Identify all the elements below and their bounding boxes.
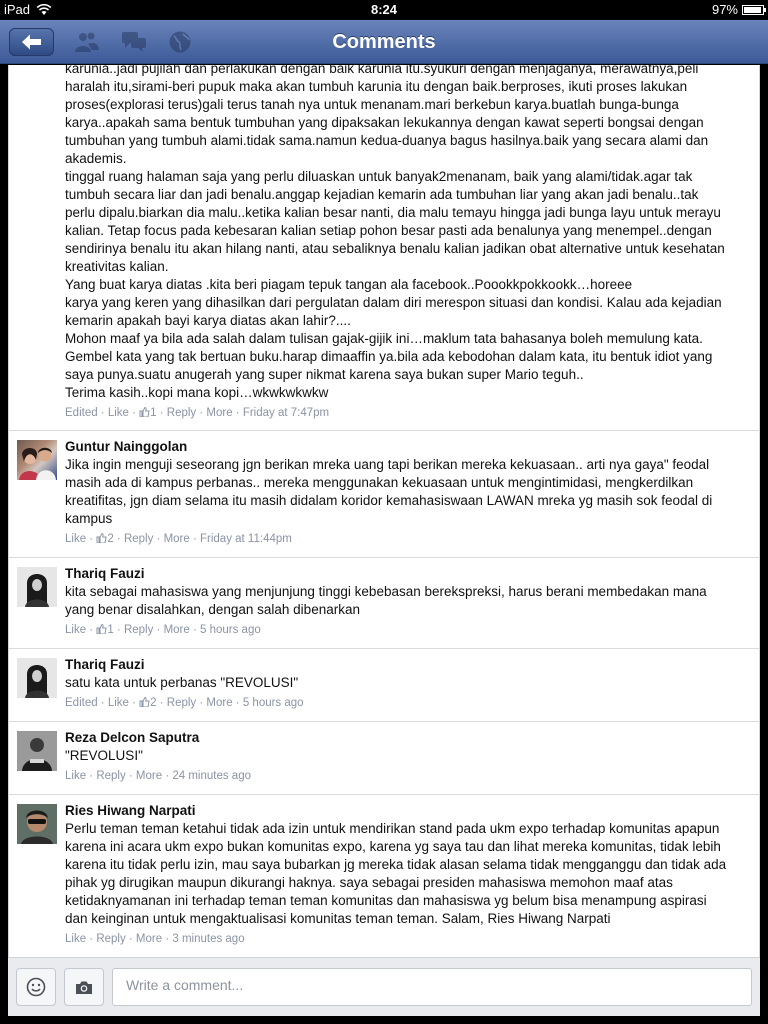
- comment-body: [65, 438, 753, 547]
- comment-edited[interactable]: Edited ·: [65, 697, 108, 709]
- like-count-icon: [139, 697, 150, 707]
- comment-item: [9, 65, 760, 431]
- comment-text: "REVOLUSI": [65, 748, 143, 763]
- comment-meta: [65, 695, 753, 711]
- avatar[interactable]: [17, 731, 57, 771]
- comment-input[interactable]: Write a comment...: [112, 968, 752, 1006]
- comment-body: [65, 565, 753, 638]
- comment-item: [9, 795, 760, 957]
- avatar[interactable]: [17, 440, 57, 480]
- avatar-photo: [17, 440, 57, 480]
- like-count-icon: [96, 533, 107, 543]
- comment-actions[interactable]: Like ·: [65, 624, 97, 636]
- comment-tail[interactable]: · Reply · More ·: [156, 407, 243, 419]
- emoji-icon: [26, 977, 46, 997]
- like-count-icon: [96, 624, 107, 634]
- comment-actions[interactable]: Like · Reply · More ·: [65, 933, 173, 945]
- comment-time[interactable]: 5 hours ago: [242, 697, 304, 709]
- comment-actions[interactable]: Like ·: [107, 407, 140, 419]
- comment-actions[interactable]: Like · Reply · More ·: [65, 770, 173, 782]
- comment-like-count: 2: [107, 533, 114, 545]
- comment-time[interactable]: 3 minutes ago: [172, 933, 245, 945]
- screen-bottom-edge: [0, 1016, 768, 1024]
- comment-text: Perlu teman teman ketahui tidak ada izin untuk mendirikan stand pada ukm expo terhadap komunitas apapun karena ini acara ukm expo bukan komunitas expo, karena yg saya tau dan lihat mereka komunitas, tidak lebih karena itu tidak perlu izin, mau saya bubarkan jg mereka tidak alasan selama tidak mengganggu dan tidak ada pihak yg dirugikan maupun dikurangi haknya. saya sebagai presiden mahasiswa memohon maaf atas ketidaknyamanan ini terhadap teman teman komunitas dan mahasiswa yg belum bisa menampung aspirasi dan keinginan untuk mengaktualisasi komunitas teman teman. Salam, Ries Hiwang Narpati: [65, 821, 727, 926]
- comment-author[interactable]: Ries Hiwang Narpati: [65, 803, 196, 818]
- comment-author[interactable]: Reza Delcon Saputra: [65, 730, 200, 745]
- comment-edited[interactable]: Edited ·: [65, 407, 108, 419]
- avatar-photo: [17, 731, 57, 771]
- comment-author[interactable]: Guntur Nainggolan: [65, 439, 188, 454]
- camera-icon: [75, 980, 93, 995]
- comment-time[interactable]: Friday at 7:47pm: [242, 407, 330, 419]
- emoji-button[interactable]: [16, 968, 56, 1006]
- comment-like-count: 1: [107, 624, 114, 636]
- comment-text: karunia..jadi pujilah dan perlakukan dengan baik karunia itu.syukuri dengan menjaganya, merawatnya,peli haralah itu,sirami-beri pupuk maka akan tumbuh karunia itu dengan baik.berproses, ikuti proses lakukan proses(explorasi terus)gali terus tanah nya untuk menanam.mari berkebun karya.buatlah bunga-bunga karya..apakah sama bentuk tumbuhan yang dipaksakan lekukannya dengan kawat seperti bongsai dengan tumbuhan yang tumbuh alami.tidak sama.namun kedua-duanya bagus hasilnya.baik yang secara alami dan akademis. tinggal ruang halaman saja yang perlu diluaskan untuk banyak2menanam, baik yang alami/tidak.agar tak tumbuh secara liar dan jadi benalu.anggap kejadian kemarin ada tumbuhan liar yang akan jadi benalu..tak perlu dipalu.biarkan dia malu..ketika kalian besar nanti, dia malu temayu hingga jadi bunga layu untuk merayu kalian. Tetap focus pada kebesaran kalian setiap pohon besar pasti ada benalunya yang menempel..dengan sendirinya benalu itu akan hilang nanti, atau sebaliknya benalu kalian jadikan obat alternative untuk kesehatan kreativitas kalian. Yang buat karya diatas .kita beri piagam tepuk tangan ala facebook..Poookkpokkookk…horeee karya yang keren yang dihasilkan dari pergulatan dalam diri merespon situasi dan kondisi. Kalau ada kejadian kemarin apakah bayi karya diatas akan lahir?.... Mohon maaf ya bila ada salah dalam tulisan gajak-gijik ini…maklum tata bahasanya boleh memulung kata. Gembel kata yang tak bertuan buku.harap dimaaffin ya.bila ada kebodohan dalam kata, itu bentuk idiot yang saya punya.suatu anugerah yang super nikmat karena saya bukan super Mario teguh.. Terima kasih..kopi mana kopi…wkwkwkwkw: [65, 65, 725, 400]
- comment-meta: [65, 768, 753, 784]
- avatar-photo: [17, 658, 57, 698]
- avatar[interactable]: [17, 804, 57, 844]
- status-bar: [0, 0, 768, 20]
- comment-body: [65, 802, 753, 947]
- page-title: Comments: [332, 31, 436, 53]
- battery-icon: [742, 5, 764, 15]
- avatar[interactable]: [17, 658, 57, 698]
- comment-body: [65, 65, 753, 421]
- comment-text: kita sebagai mahasiswa yang menjunjung tinggi kebebasan berekspreksi, harus berani membedakan mana yang benar disalahkan, dengan salah dibenarkan: [65, 584, 707, 617]
- avatar-photo: [17, 567, 57, 607]
- comment-time[interactable]: Friday at 11:44pm: [200, 533, 292, 545]
- status-right: [712, 2, 764, 17]
- avatar-photo: [17, 804, 57, 844]
- avatar[interactable]: [17, 567, 57, 607]
- comment-like-count: 1: [150, 407, 157, 419]
- comment-composer: [8, 957, 760, 1016]
- battery-fill: [744, 7, 761, 13]
- comment-body: [65, 729, 753, 784]
- navigation-bar: [0, 20, 768, 64]
- comment-item: [9, 431, 760, 558]
- comment-time[interactable]: 5 hours ago: [200, 624, 261, 636]
- comment-body: [65, 656, 753, 711]
- comment-text: Jika ingin menguji seseorang jgn berikan mreka uang tapi berikan mereka kekuasaan.. arti nya gaya" feodal masih ada di kampus perbanas.. mereka menggunakan kekuasaan untuk mengintimidasi, mengkerdilkan kreatifitas, jgn diam selama itu masih didalam koridor kemahasiswaan LAWAN mreka yg masih sok feodal di kampus: [65, 457, 713, 526]
- battery-percent: 97%: [711, 2, 738, 17]
- comment-actions[interactable]: Like ·: [65, 533, 97, 545]
- comment-like-count: 2: [150, 697, 157, 709]
- comment-author[interactable]: Thariq Fauzi: [65, 566, 145, 581]
- comment-item: [9, 722, 760, 795]
- comment-meta: [65, 531, 753, 547]
- comment-meta: [65, 622, 753, 638]
- comment-text: satu kata untuk perbanas "REVOLUSI": [65, 675, 299, 690]
- comment-meta: [65, 405, 753, 421]
- comment-tail[interactable]: · Reply · More ·: [113, 624, 200, 636]
- camera-button[interactable]: [64, 968, 104, 1006]
- comments-list[interactable]: [8, 65, 760, 957]
- comment-actions[interactable]: Like ·: [107, 697, 140, 709]
- like-count-icon: [139, 407, 150, 417]
- comment-tail[interactable]: · Reply · More ·: [156, 697, 243, 709]
- status-time: 8:24: [370, 2, 398, 17]
- device-name: iPad: [4, 2, 31, 17]
- comment-meta: [65, 931, 753, 947]
- comment-time[interactable]: 24 minutes ago: [172, 770, 251, 782]
- comment-author[interactable]: Thariq Fauzi: [65, 657, 145, 672]
- comment-item: [9, 649, 760, 722]
- comment-item: [9, 558, 760, 649]
- comment-tail[interactable]: · Reply · More ·: [113, 533, 200, 545]
